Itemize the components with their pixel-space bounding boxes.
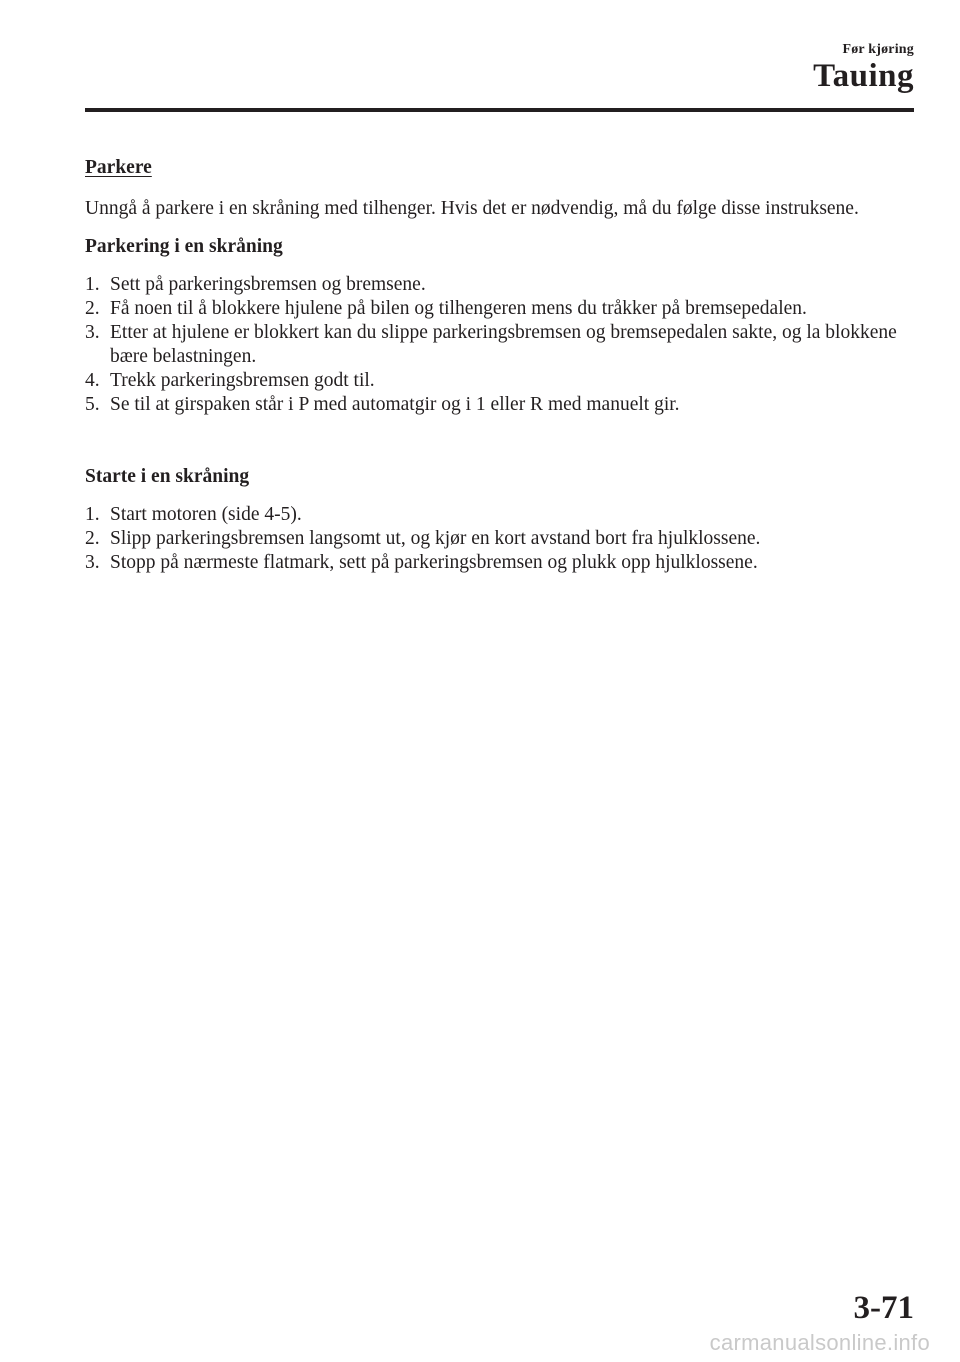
step-text: Sett på parkeringsbremsen og bremsene.: [110, 274, 426, 295]
list-item: [85, 527, 905, 551]
list-item: [85, 369, 905, 393]
step-number: 5.: [85, 394, 100, 415]
step-number: 1.: [85, 504, 100, 525]
list-item: [85, 503, 905, 527]
list-item: [85, 297, 905, 321]
step-text: Slipp parkeringsbremsen langsomt ut, og kjør en kort avstand bort fra hjulklossene.: [110, 528, 761, 549]
header-divider: [85, 108, 914, 112]
step-text: Start motoren (side 4-5).: [110, 504, 302, 525]
step-number: 2.: [85, 298, 100, 319]
step-text: Stopp på nærmeste flatmark, sett på parkeringsbremsen og plukk opp hjulklossene.: [110, 552, 758, 573]
chapter-label: Før kjøring: [842, 42, 914, 57]
starting-steps-list: [85, 503, 905, 575]
list-item: [85, 551, 905, 575]
step-text: Få noen til å blokkere hjulene på bilen og tilhengeren mens du tråkker på bremsepedalen.: [110, 298, 807, 319]
step-number: 4.: [85, 370, 100, 391]
step-number: 1.: [85, 274, 100, 295]
subheading-starting-on-slope: Starte i en skråning: [85, 466, 250, 487]
parking-intro-paragraph: Unngå å parkere i en skråning med tilhenger. Hvis det er nødvendig, må du følge disse instruksene.: [85, 198, 859, 219]
list-item: [85, 393, 905, 417]
step-number: 2.: [85, 528, 100, 549]
list-item: [85, 273, 905, 297]
section-heading-parking: Parkere: [85, 157, 152, 178]
page-title: Tauing: [813, 58, 914, 94]
step-number: 3.: [85, 552, 100, 573]
step-text: Trekk parkeringsbremsen godt til.: [110, 370, 375, 391]
step-text: Etter at hjulene er blokkert kan du slippe parkeringsbremsen og bremsepedalen sakte, og la blokkene bære belastningen.: [110, 322, 897, 367]
watermark-text: carmanualsonline.info: [709, 1330, 930, 1355]
parking-steps-list: [85, 273, 905, 417]
list-item: [85, 321, 905, 369]
main-content: [85, 156, 905, 575]
page-number: 3-71: [853, 1290, 914, 1326]
subheading-parking-on-slope: Parkering i en skråning: [85, 236, 283, 257]
step-number: 3.: [85, 322, 100, 343]
step-text: Se til at girspaken står i P med automatgir og i 1 eller R med manuelt gir.: [110, 394, 680, 415]
spacer: [85, 417, 905, 465]
